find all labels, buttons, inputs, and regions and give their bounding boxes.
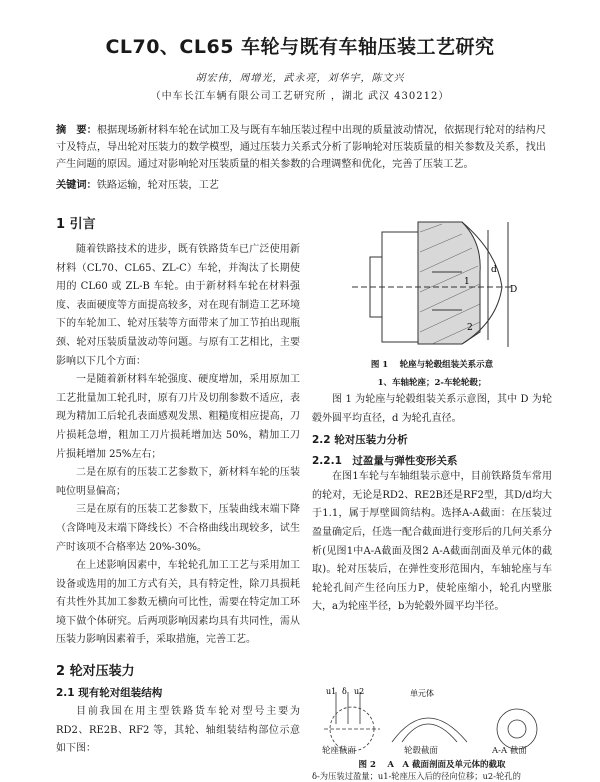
figure1-label-D: D [510,285,518,295]
paragraph: 在上述影响因素中，车轮轮孔加工工艺与采用加工设备或选用的加工方式有关，具有特定性，除刀具损耗有共性外其加工参数无横向可比性，需要在特定加工环境下做个体研究。后两项影响因素均具有共同性，需从压装力影响因素着手，采取措施，完善工艺。 [56,560,300,646]
figure1-description: 图 1 为轮座与轮毂组装关系示意图，其中 D 为轮毂外圆平均直径，d 为轮孔直径。 [312,394,552,424]
right-column [312,391,552,617]
section2-heading: 2 轮对压装力 [56,664,135,680]
keywords-text: 铁路运输，轮对压装，工艺 [96,180,219,191]
figure1-label-1: 1 [464,277,470,287]
paragraph: 在图1车轮与车轴组装示意中，目前铁路货车常用的轮对，无论是RD2、RE2B还是RF2型，其D/d均大于1.1，属于厚壁圆筒结构。选择A-A截面：在压装过盈量确定后，任选一配合截面进行变形后的几何关系分析(见图1中A-A截面及图2 A-A截面剖面及单元体的截取)。轮对压装后，在弹性变形范围内，车轴轮座与车轮轮孔间产生径向压力P，使轮座缩小，轮孔内壁胀大，a为轮座半径，b为轮毂外圆平均半径。 [312,471,552,613]
subsection-2-1-heading: 2.1 现有轮对组装结构 [56,687,163,700]
figure1-legend: 1、车轴轮座；2-车轮轮毂； [377,378,487,388]
keywords [56,176,546,191]
figure1-drawing [312,212,552,352]
section1-heading: 1 引言 [56,217,96,232]
figure1-label-2: 2 [467,323,473,333]
figure2-symbol-element: 单元体 [410,689,434,698]
paragraph: 目前我国在用主型铁路货车轮对型号主要为 RD2、RE2B、RF2 等，其轮、轴组装结构部位示意如下图： [56,706,300,755]
abstract-text: 根据现场新材料车轮在试加工及与既有车轴压装过程中出现的质量波动情况，依据现行轮对的结构尺寸及特点，导出轮对压装力的数学模型，通过压装力关系式分析了影响轮对压装质量的相关参数及关系，找出产生问题的原因。通过对影响轮对压装质量的相关参数的合理调整和优化，完善了压装工艺。 [56,125,547,170]
paragraph: 三是在原有的压装工艺参数下，压装曲线末端下降（含降吨及末端下降线长）不合格曲线出现较多，试生产时该项不合格率达 20%-30%。 [56,504,300,553]
paragraph: 随着铁路技术的进步，既有铁路货车已广泛使用新材料（CL70、CL65、ZL-C）车轮，并淘汰了长期使用的 CL60 或 ZL-B 车轮。由于新材料车轮在材料强度、表面硬度等方面提高较多，对在现有制造工艺环境下的车轮加工、轮对压装等方面带来了加工节拍出现瓶颈、轮对压装质量波动等问题。与原有工艺相比，主要影响以下几个方面： [56,244,300,367]
figure2-symbol-delta: δ [342,687,347,696]
paper-title: CL70、CL65 车轮与既有车轴压装工艺研究 [105,36,495,58]
figure1-caption: 图 1 轮座与轮毂组装关系示意 [370,360,494,370]
figure2-symbol-u1: u1 [326,687,337,696]
abstract-label: 摘 要： [56,125,97,136]
figure2-caption: 图 2 A A 截面剖面及单元体的截取 [358,760,506,770]
paragraph: 二是在原有的压装工艺参数下，新材料车轮的压装吨位明显偏高； [56,467,300,497]
affiliation: （中车长江车辆有限公司工艺研究所 ，湖北 武汉 430212） [150,91,450,102]
figure1 [312,212,552,352]
section1-body [56,241,300,650]
figure2-symbol-u2: u2 [354,687,365,696]
keywords-label: 关键词： [56,180,97,191]
abstract [56,122,546,173]
figure1-label-d: d [491,265,497,275]
subsection-2-2-1-heading: 2.2.1 过盈量与弹性变形关系 [312,455,458,468]
paragraph: 一是随着新材料车轮强度、硬度增加，采用原加工工艺批量加工轮孔时，原有刀片及切削参数不适应，表现为精加工后轮孔表面感观发黑、粗糙度相应提高，刀片损耗急增，粗加工刀片损耗增加达 50%，精加工刀片损耗增加 25%左右； [56,374,300,460]
figure2-footnote: δ-为压装过盈量；u1-轮座压入后的径向位移；u2-轮孔的 [312,771,521,781]
figure2-label-hub: 轮毂截面 [404,746,439,756]
figure2-label-seat: 轮座截面 [322,746,357,756]
figure2-label-section: A-A 截面 [492,746,527,756]
subsection-2-1-body [56,703,300,759]
authors: 胡宏伟，周增光，武永亮，刘华宇，陈文兴 [195,73,405,84]
subsection-2-2-heading: 2.2 轮对压装力分析 [312,434,408,447]
left-column [56,213,300,759]
